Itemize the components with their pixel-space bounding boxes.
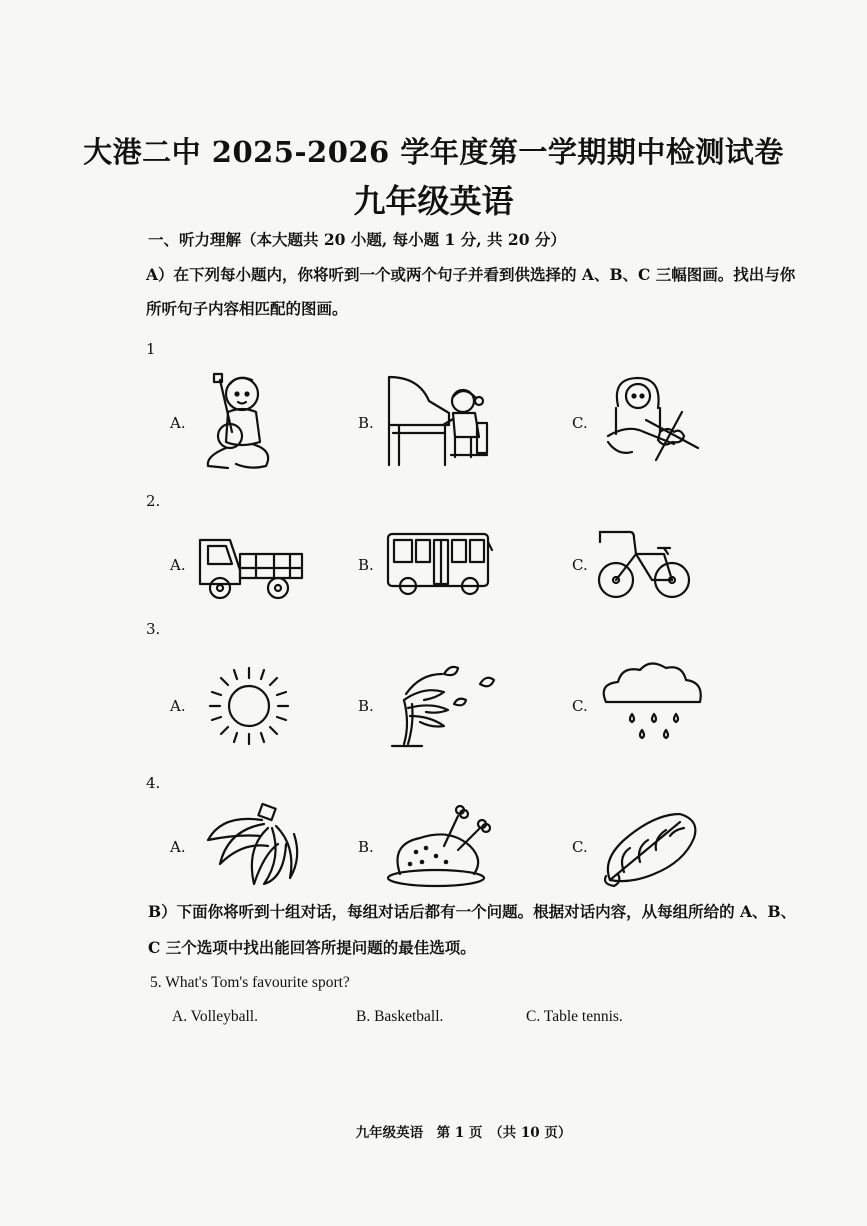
question-number: 2. xyxy=(146,492,161,510)
girl-violin-icon xyxy=(600,376,710,468)
bus-icon xyxy=(384,530,496,596)
question-5: 5. What's Tom's favourite sport? xyxy=(150,974,350,991)
truck-icon xyxy=(196,524,306,602)
q5-option-c: C. Table tennis. xyxy=(526,1008,623,1025)
option-letter: A. xyxy=(170,414,186,432)
option-letter: A. xyxy=(170,697,186,715)
cabbage-icon xyxy=(600,806,702,886)
exam-title: 大港二中 2025-2026 学年度第一学期期中检测试卷 xyxy=(83,135,784,169)
option-letter: B. xyxy=(358,556,374,574)
girl-piano-icon xyxy=(385,375,497,467)
bicycle-icon xyxy=(596,526,692,602)
option-letter: B. xyxy=(358,838,374,856)
bananas-icon xyxy=(200,802,304,888)
boy-banjo-icon xyxy=(190,372,280,472)
windy-tree-icon xyxy=(384,664,498,750)
option-letter: C. xyxy=(572,838,588,856)
roast-chicken-icon xyxy=(386,800,492,890)
rain-cloud-icon xyxy=(596,662,710,746)
exam-subject: 九年级英语 xyxy=(353,182,514,220)
option-letter: B. xyxy=(358,414,374,432)
question-number: 1 xyxy=(146,340,156,358)
option-letter: C. xyxy=(572,414,588,432)
option-letter: B. xyxy=(358,697,374,715)
q5-option-b: B. Basketball. xyxy=(356,1008,444,1025)
q5-option-a: A. Volleyball. xyxy=(172,1008,258,1025)
sun-icon xyxy=(206,664,292,748)
section-heading: 一、听力理解（本大题共 20 小题, 每小题 1 分, 共 20 分） xyxy=(148,230,566,249)
question-number: 4. xyxy=(146,774,161,792)
part-a-instructions: A）在下列每小题内，你将听到一个或两个句子并看到供选择的 A、B、C 三幅图画。找出与你所听句子内容相匹配的图画。 xyxy=(146,265,796,318)
option-letter: C. xyxy=(572,556,588,574)
part-b-instructions: B）下面你将听到十组对话，每组对话后都有一个问题。根据对话内容，从每组所给的 A、B、C 三个选项中找出能回答所提问题的最佳选项。 xyxy=(148,902,797,957)
question-number: 3. xyxy=(146,620,161,638)
option-letter: A. xyxy=(170,556,186,574)
option-letter: C. xyxy=(572,697,588,715)
page-footer: 九年级英语 第 1 页 （共 10 页） xyxy=(355,1125,572,1141)
option-letter: A. xyxy=(170,838,186,856)
